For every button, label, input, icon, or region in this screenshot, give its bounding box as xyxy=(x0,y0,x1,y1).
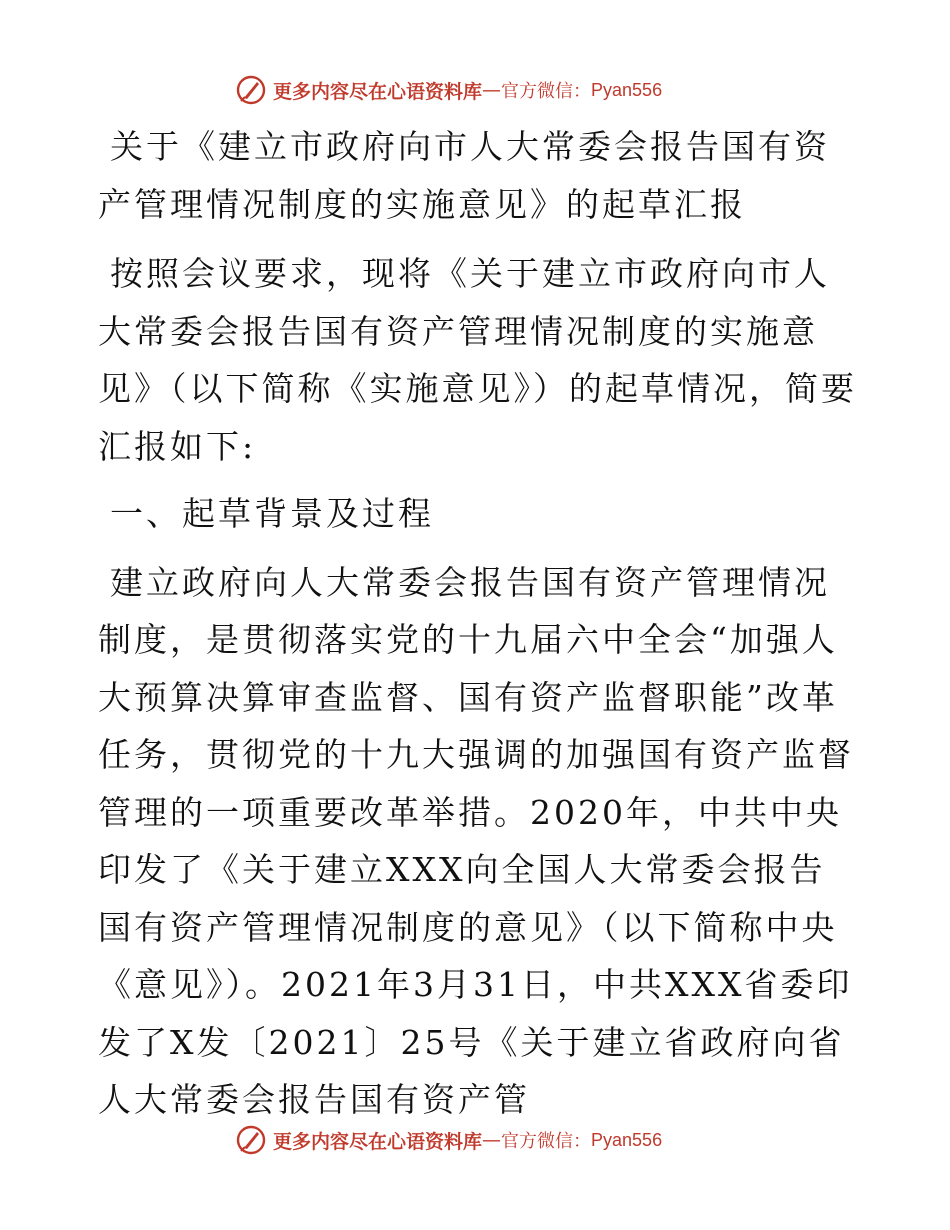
watermark-main-text: 更多内容尽在心语资料库 xyxy=(273,1130,483,1153)
watermark-sub-text: 官方微信： xyxy=(501,81,592,102)
watermark-dash: — xyxy=(482,79,502,101)
watermark-footer xyxy=(235,1123,662,1157)
watermark-wechat-id: Pyan556 xyxy=(591,79,663,100)
quill-logo-icon xyxy=(235,1124,267,1156)
section-heading: 一、起草背景及过程 xyxy=(110,494,434,533)
quill-logo-icon xyxy=(235,74,267,106)
body-paragraph: 建立政府向人大常委会报告国有资产管理情况制度，是贯彻落实党的十九届六中全会“加强人大预算决算审查监督、国有资产监督职能”改革任务，贯彻党的十九大强调的加强国有资产监督管理的一项重要改革举措。2020年，中共中央印发了《关于建立XXX向全国人大常委会报告国有资产管理情况制度的意见》（以下简称中央《意见》）。2021年3月31日，中共XXX省委印发了X发〔2021〕25号《关于建立省政府向省人大常委会报告国有资产管 xyxy=(98,562,854,1119)
watermark-wechat-id: Pyan556 xyxy=(591,1129,663,1150)
watermark-sub-text: 官方微信： xyxy=(501,1131,592,1152)
document-title: 关于《建立市政府向市人大常委会报告国有资产管理情况制度的实施意见》的起草汇报 xyxy=(98,127,830,224)
watermark-dash: — xyxy=(482,1129,502,1151)
document-body xyxy=(98,118,858,1129)
watermark-header xyxy=(235,73,662,107)
intro-paragraph: 按照会议要求，现将《关于建立市政府向市人大常委会报告国有资产管理情况制度的实施意见》（以下简称《实施意见》）的起草情况，简要汇报如下: xyxy=(98,254,857,466)
watermark-main-text: 更多内容尽在心语资料库 xyxy=(273,80,483,103)
